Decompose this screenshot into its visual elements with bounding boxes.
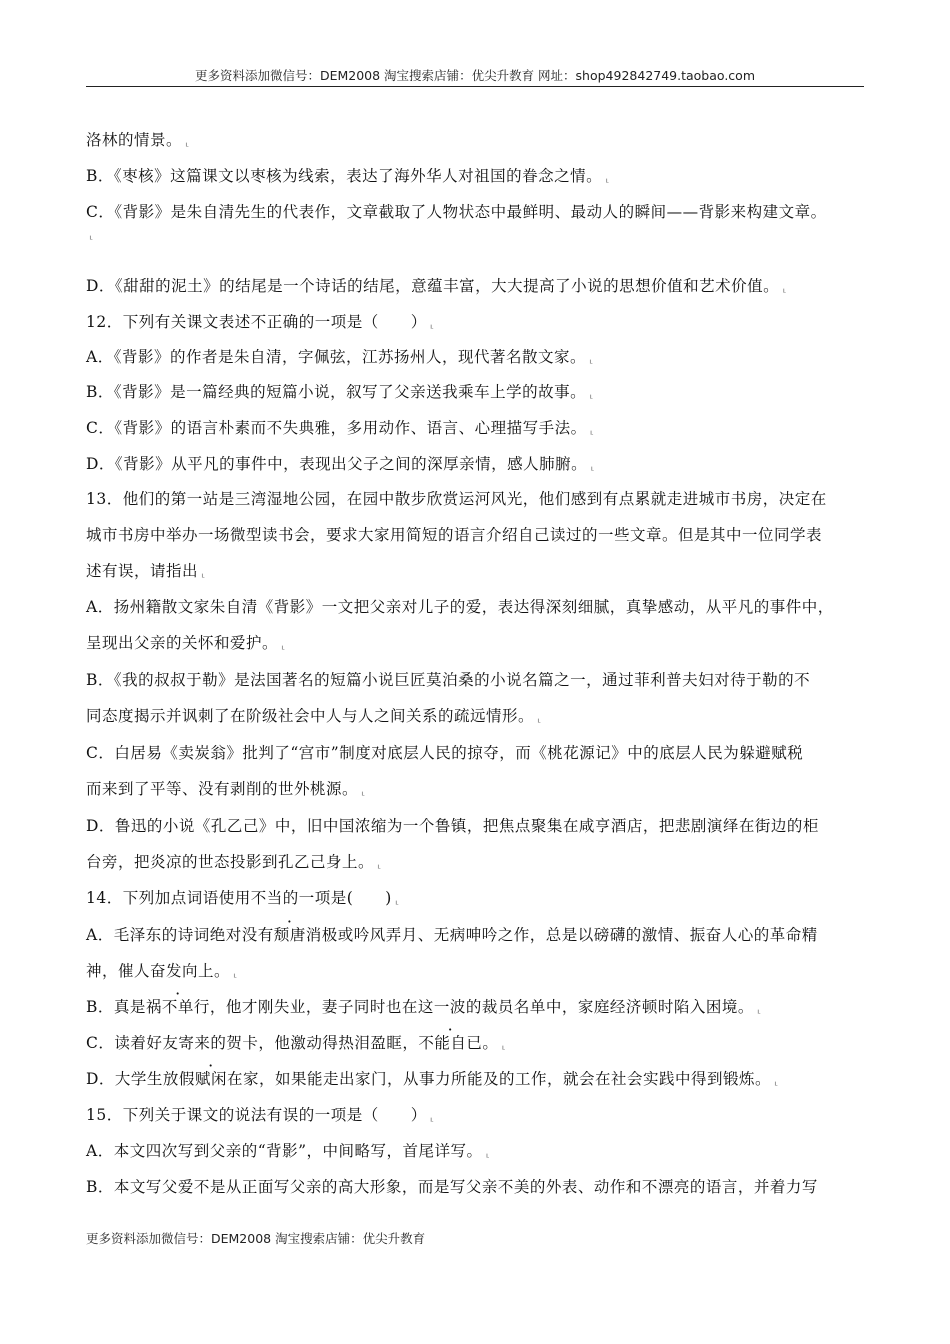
- emphasis-word: 不能自已: [418, 1034, 483, 1052]
- question-13-cont: 城市书房中举办一场微型读书会，要求大家用简短的语言介绍自己读过的一些文章。但是其中一位同学表: [86, 526, 823, 544]
- option-12c: C．《背影》的语言朴素而不失典雅，多用动作、语言、心理描写手法。 ⸤: [86, 419, 595, 437]
- question-14: 14．下列加点词语使用不当的一项是( ) ⸤: [86, 889, 400, 907]
- text-line: C．《背影》是朱自清先生的代表作，文章截取了人物状态中最鲜明、最动人的瞬间——背影来构建文章。: [86, 203, 827, 221]
- option-15a: A．本文四次写到父亲的“背影”，中间略写，首尾详写。 ⸤: [86, 1142, 491, 1160]
- option-13c: C．白居易《卖炭翁》批判了“宫市”制度对底层人民的掠夺，而《桃花源记》中的底层人民为躲避赋税: [86, 744, 804, 762]
- header-rule: [86, 86, 864, 87]
- option-14c: C．读着好友寄来的贺卡，他激动得热泪盈眶，不能自已。 ⸤: [86, 1034, 507, 1052]
- emphasis-word: 赋闲: [194, 1070, 227, 1088]
- paragraph-mark: ⸤: [89, 228, 94, 241]
- option-13a: A．扬州籍散文家朱自清《背影》一文把父亲对儿子的爱，表达得深刻细腻，真挚感动，从平凡的事件中，: [86, 598, 834, 616]
- emphasis-word: 颓唐: [273, 926, 306, 944]
- option-12b: B．《背影》是一篇经典的短篇小说，叙写了父亲送我乘车上学的故事。 ⸤: [86, 383, 594, 401]
- option-14a-cont: 神，催人奋发向上。 ⸤: [86, 962, 238, 980]
- emphasis-word: 祸不单行: [145, 998, 210, 1016]
- question-15: 15．下列关于课文的说法有误的一项是（ ） ⸤: [86, 1106, 435, 1124]
- option-15b: B．本文写父爱不是从正面写父亲的高大形象，而是写父亲不美的外表、动作和不漂亮的语言，并着力写: [86, 1178, 818, 1196]
- option-14b: B．真是祸不单行，他才刚失业，妻子同时也在这一波的裁员名单中，家庭经济顿时陷入困境。 ⸤: [86, 998, 762, 1016]
- question-13-cont: 述有误，请指出 ⸤: [86, 562, 206, 580]
- text-line: 洛林的情景。 ⸤: [86, 131, 190, 149]
- option-13d: D．鲁迅的小说《孔乙己》中，旧中国浓缩为一个鲁镇，把焦点聚集在咸亨酒店，把悲剧演绎在街边的柜: [86, 817, 819, 835]
- option-14d: D．大学生放假赋闲在家，如果能走出家门，从事力所能及的工作，就会在社会实践中得到锻炼。 ⸤: [86, 1070, 779, 1088]
- option-12a: A．《背影》的作者是朱自清，字佩弦，江苏扬州人，现代著名散文家。 ⸤: [86, 348, 594, 366]
- option-12d: D．《背影》从平凡的事件中，表现出父子之间的深厚亲情，感人肺腑。 ⸤: [86, 455, 595, 473]
- option-13a-cont: 呈现出父亲的关怀和爱护。 ⸤: [86, 634, 286, 652]
- option-13d-cont: 台旁，把炎凉的世态投影到孔乙己身上。 ⸤: [86, 853, 382, 871]
- text-line: B．《枣核》这篇课文以枣核为线索，表达了海外华人对祖国的眷念之情。 ⸤: [86, 167, 610, 185]
- text-line: D．《甜甜的泥土》的结尾是一个诗话的结尾，意蕴丰富，大大提高了小说的思想价值和艺术价值。 ⸤: [86, 277, 787, 295]
- page-header: 更多资料添加微信号：DEM2008 淘宝搜索店铺：优尖升教育 网址：shop492842749.taobao.com: [194, 68, 756, 83]
- question-13: 13．他们的第一站是三湾湿地公园，在园中散步欣赏运河风光，他们感到有点累就走进城市书房，决定在: [86, 490, 827, 508]
- option-13c-cont: 而来到了平等、没有剥削的世外桃源。 ⸤: [86, 780, 366, 798]
- option-13b-cont: 同态度揭示并讽刺了在阶级社会中人与人之间关系的疏远情形。 ⸤: [86, 707, 542, 725]
- question-12: 12．下列有关课文表述不正确的一项是（ ） ⸤: [86, 313, 435, 331]
- page-footer: 更多资料添加微信号：DEM2008 淘宝搜索店铺：优尖升教育: [86, 1231, 426, 1246]
- option-14a: A．毛泽东的诗词绝对没有颓唐消极或吟风弄月、无病呻吟之作，总是以磅礴的激情、振奋人心的革命精: [86, 926, 818, 944]
- option-13b: B．《我的叔叔于勒》是法国著名的短篇小说巨匠莫泊桑的小说名篇之一，通过菲利普夫妇对待于勒的不: [86, 671, 811, 689]
